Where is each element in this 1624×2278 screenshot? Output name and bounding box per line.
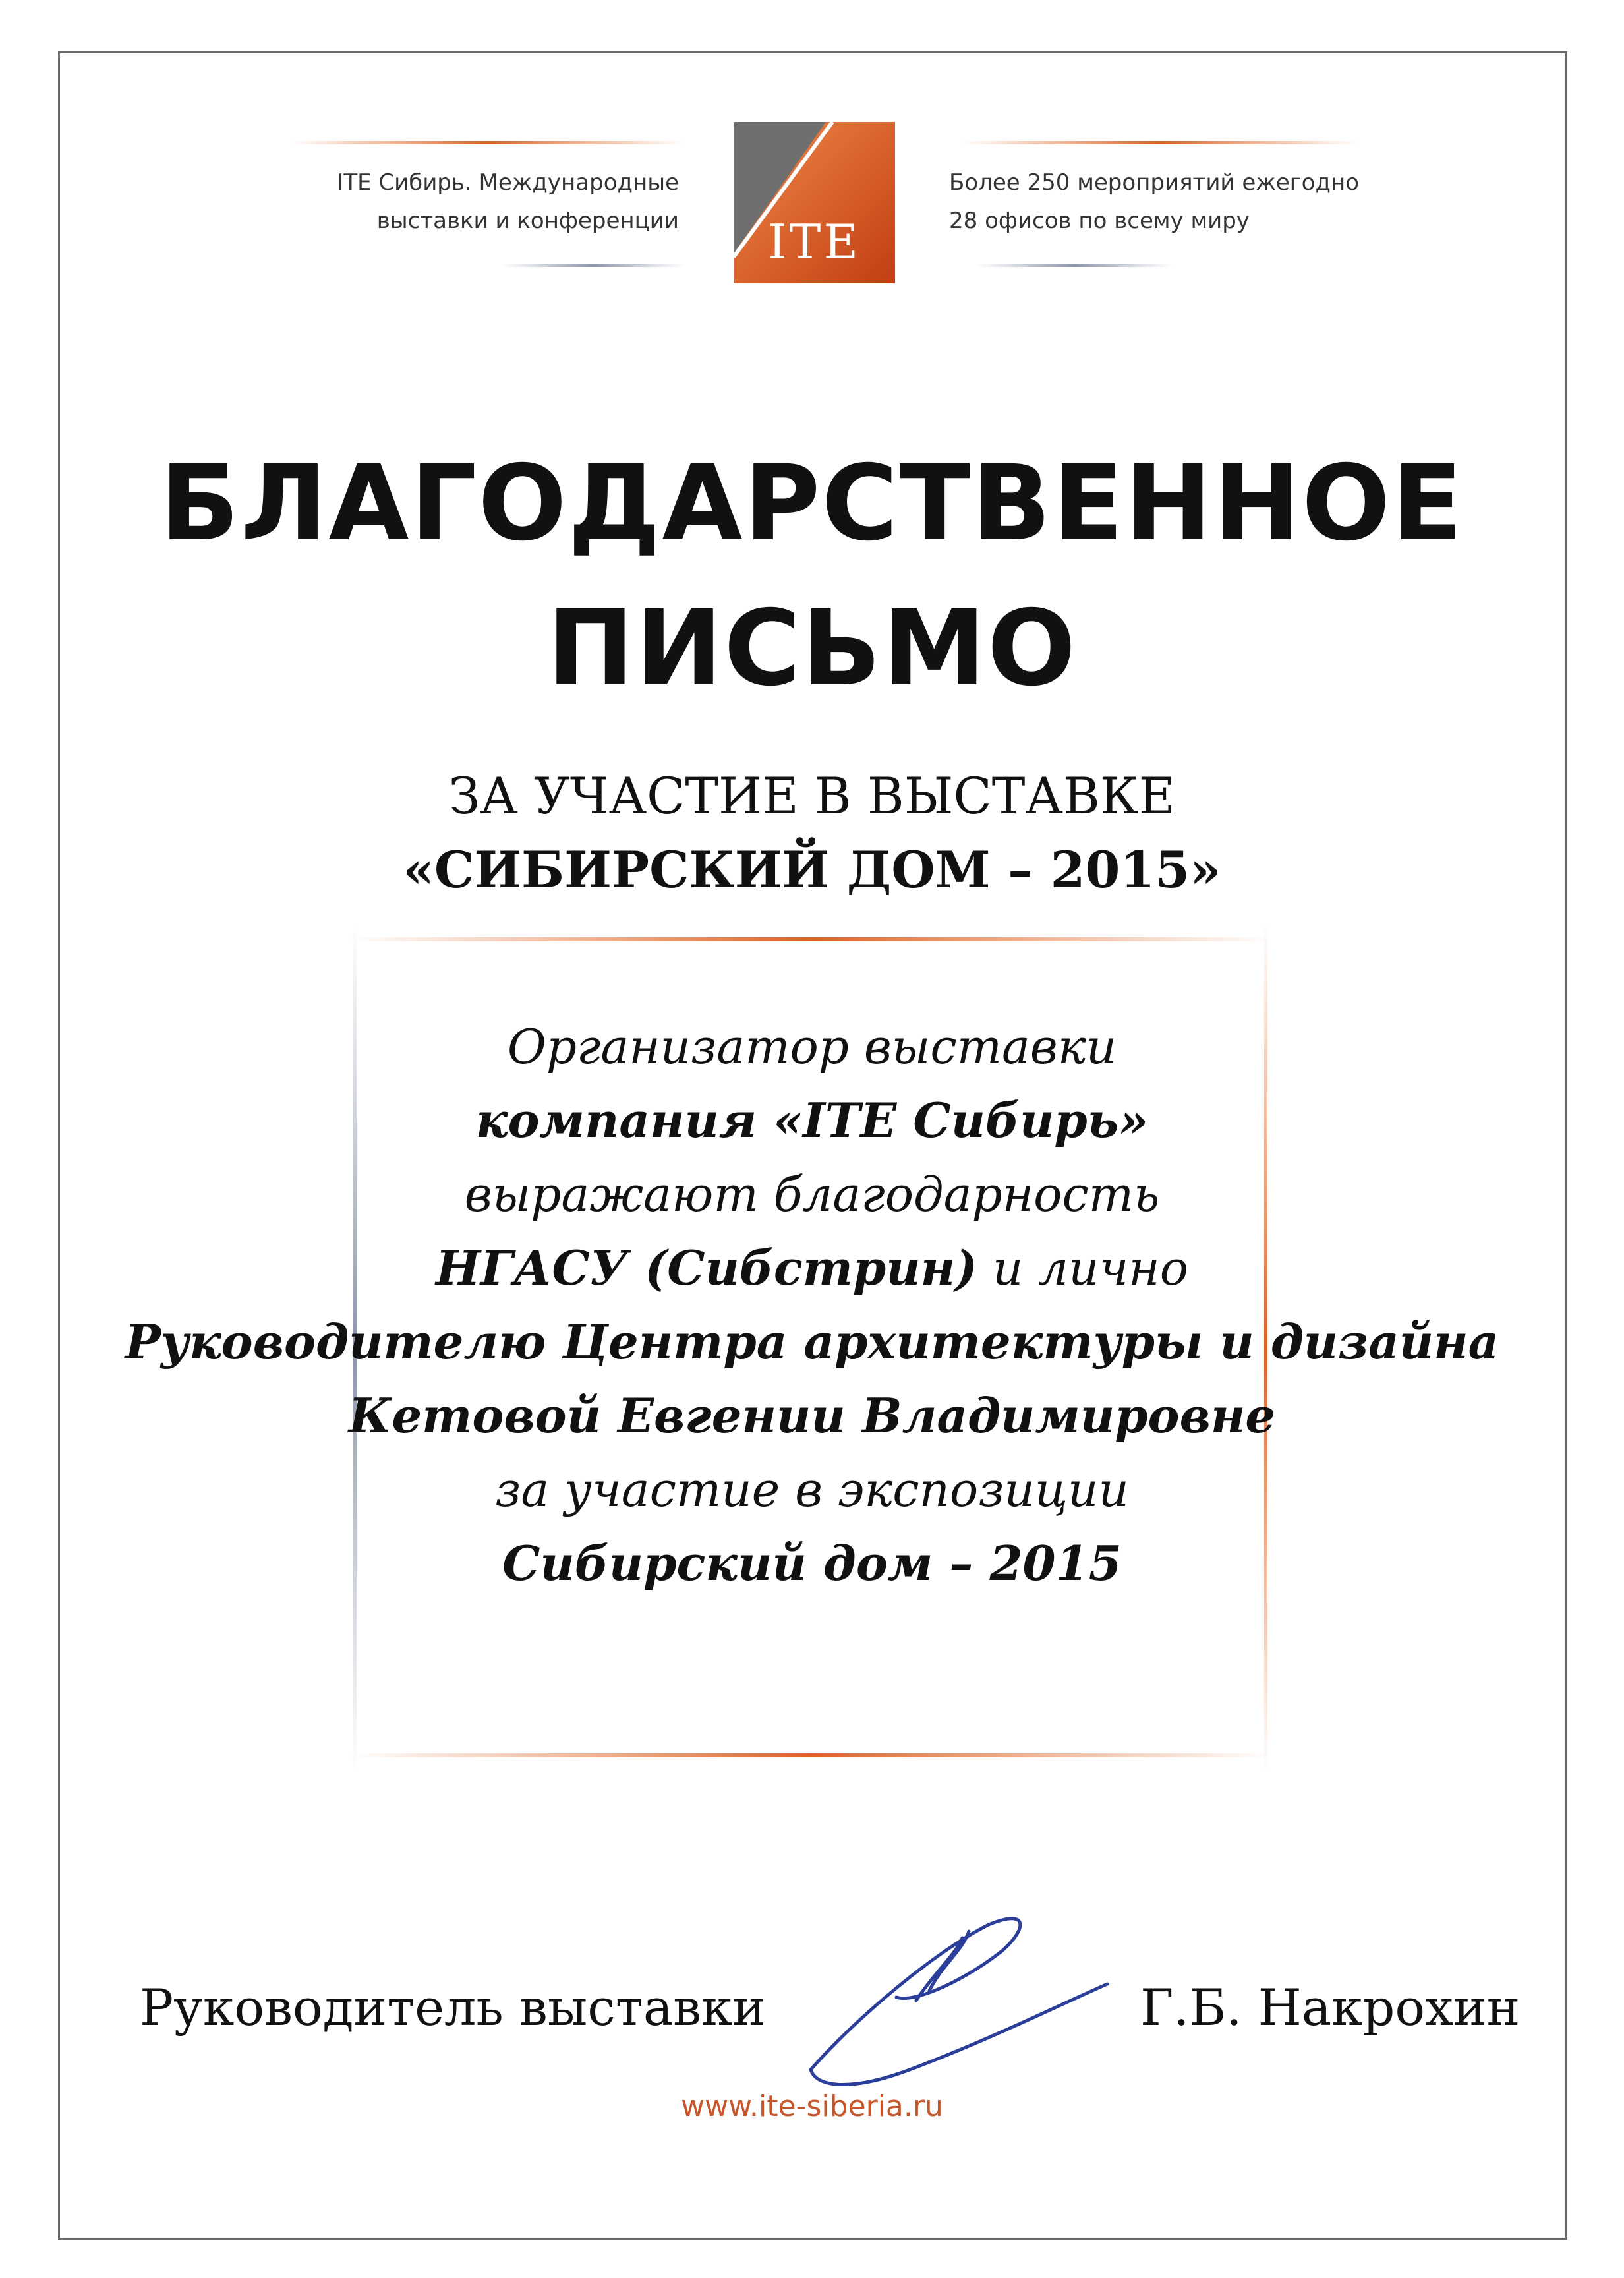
header-right-line2: 28 офисов по всему миру	[949, 208, 1250, 234]
title-line1: БЛАГОДАРСТВЕННОЕ	[160, 443, 1464, 564]
body-line-person: Кетовой Евгении Владимировне	[348, 1387, 1276, 1444]
university-name: НГАСУ (Сибстрин)	[435, 1240, 978, 1296]
body-line-university	[105, 1235, 1519, 1301]
ite-logo-box	[734, 122, 895, 283]
signature-scribble	[811, 1919, 1107, 2085]
website-link[interactable]: www.ite-siberia.ru	[681, 2089, 943, 2123]
subtitle-line1: ЗА УЧАСТИЕ В ВЫСТАВКЕ	[448, 767, 1176, 825]
header-line-right-bottom	[975, 264, 1173, 267]
university-suffix: и лично	[977, 1241, 1189, 1296]
header-left-line1: ITE Сибирь. Международные	[337, 169, 679, 196]
header-right-line1: Более 250 мероприятий ежегодно	[949, 169, 1359, 196]
body-line-thanks: выражают благодарность	[464, 1167, 1160, 1222]
body-line-company: компания «ITE Сибирь»	[475, 1092, 1149, 1148]
header-left-line2: выставки и конференции	[376, 208, 679, 234]
header-line-left-bottom	[501, 264, 685, 267]
subtitle-line2: «СИБИРСКИЙ ДОМ – 2015»	[403, 840, 1221, 899]
body-line-event: Сибирский дом – 2015	[502, 1535, 1122, 1591]
signature-role: Руководитель выставки	[140, 1978, 767, 2037]
inner-frame-bottom	[349, 1753, 1272, 1757]
header-right	[949, 163, 1450, 240]
body-line-position: Руководителю Центра архитектуры и дизайна	[125, 1314, 1499, 1370]
inner-frame-top	[349, 937, 1272, 941]
body-line-organizer: Организатор выставки	[507, 1019, 1117, 1074]
header-left	[224, 163, 679, 240]
header-line-right-top	[962, 141, 1358, 144]
title-line2: ПИСЬМО	[546, 588, 1078, 709]
signature-name: Г.Б. Накрохин	[1140, 1978, 1521, 2037]
body-line-participation: за участие в экспозиции	[495, 1462, 1129, 1517]
logo-text: ITE	[767, 214, 861, 270]
header-line-left-top	[290, 141, 685, 144]
